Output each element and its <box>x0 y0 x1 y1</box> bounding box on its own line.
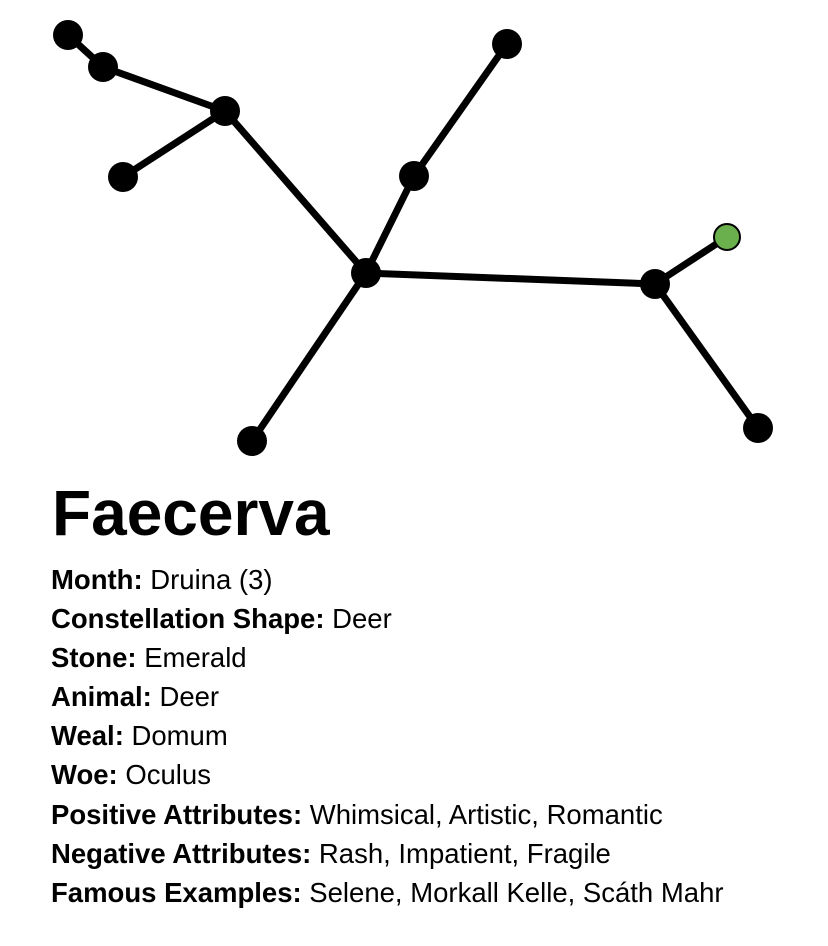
constellation-star <box>640 269 670 299</box>
constellation-line <box>123 111 225 177</box>
fact-stone <box>51 638 724 677</box>
constellation-star <box>492 29 522 59</box>
constellation-star <box>108 162 138 192</box>
constellation-line <box>414 44 507 176</box>
constellation-line <box>655 284 758 428</box>
fact-negative-attributes <box>51 834 724 873</box>
fact-value: Rash, Impatient, Fragile <box>318 837 611 869</box>
fact-label: Negative Attributes: <box>51 837 312 869</box>
fact-label: Weal: <box>51 720 124 752</box>
fact-value: Domum <box>131 720 228 752</box>
fact-label: Positive Attributes: <box>51 798 303 830</box>
fact-value: Deer <box>159 681 220 713</box>
constellation-line <box>225 111 366 273</box>
fact-label: Month: <box>51 564 143 595</box>
fact-animal <box>51 677 724 716</box>
constellation-star <box>743 413 773 443</box>
fact-value: Druina (3) <box>150 564 273 595</box>
constellation-line <box>103 67 225 111</box>
constellation-star <box>399 161 429 191</box>
fact-constellation-shape <box>51 599 724 638</box>
fact-value: Emerald <box>144 642 247 674</box>
constellation-star <box>53 20 83 50</box>
fact-value: Whimsical, Artistic, Romantic <box>309 798 663 830</box>
fact-value: Selene, Morkall Kelle, Scáth Mahr <box>309 876 724 908</box>
constellation-star <box>351 258 381 288</box>
constellation-line <box>366 273 655 284</box>
fact-label: Stone: <box>51 642 137 674</box>
fact-value: Deer <box>332 603 392 635</box>
constellation-diagram <box>0 0 828 470</box>
fact-label: Famous Examples: <box>51 876 302 908</box>
fact-label: Animal: <box>51 681 152 713</box>
fact-positive-attributes <box>51 795 724 834</box>
fact-woe <box>51 755 724 794</box>
fact-label: Constellation Shape: <box>51 603 325 635</box>
constellation-title: Faecerva <box>52 477 330 549</box>
fact-month <box>51 560 724 599</box>
constellation-line <box>252 273 366 441</box>
constellation-star <box>237 426 267 456</box>
highlighted-star <box>714 224 740 250</box>
constellation-star <box>88 52 118 82</box>
constellation-lines <box>68 35 758 441</box>
constellation-star <box>210 96 240 126</box>
fact-famous-examples <box>51 873 724 912</box>
fact-value: Oculus <box>125 759 211 791</box>
facts-list <box>51 560 724 912</box>
constellation-line <box>366 176 414 273</box>
fact-weal <box>51 716 724 755</box>
fact-label: Woe: <box>51 759 118 791</box>
